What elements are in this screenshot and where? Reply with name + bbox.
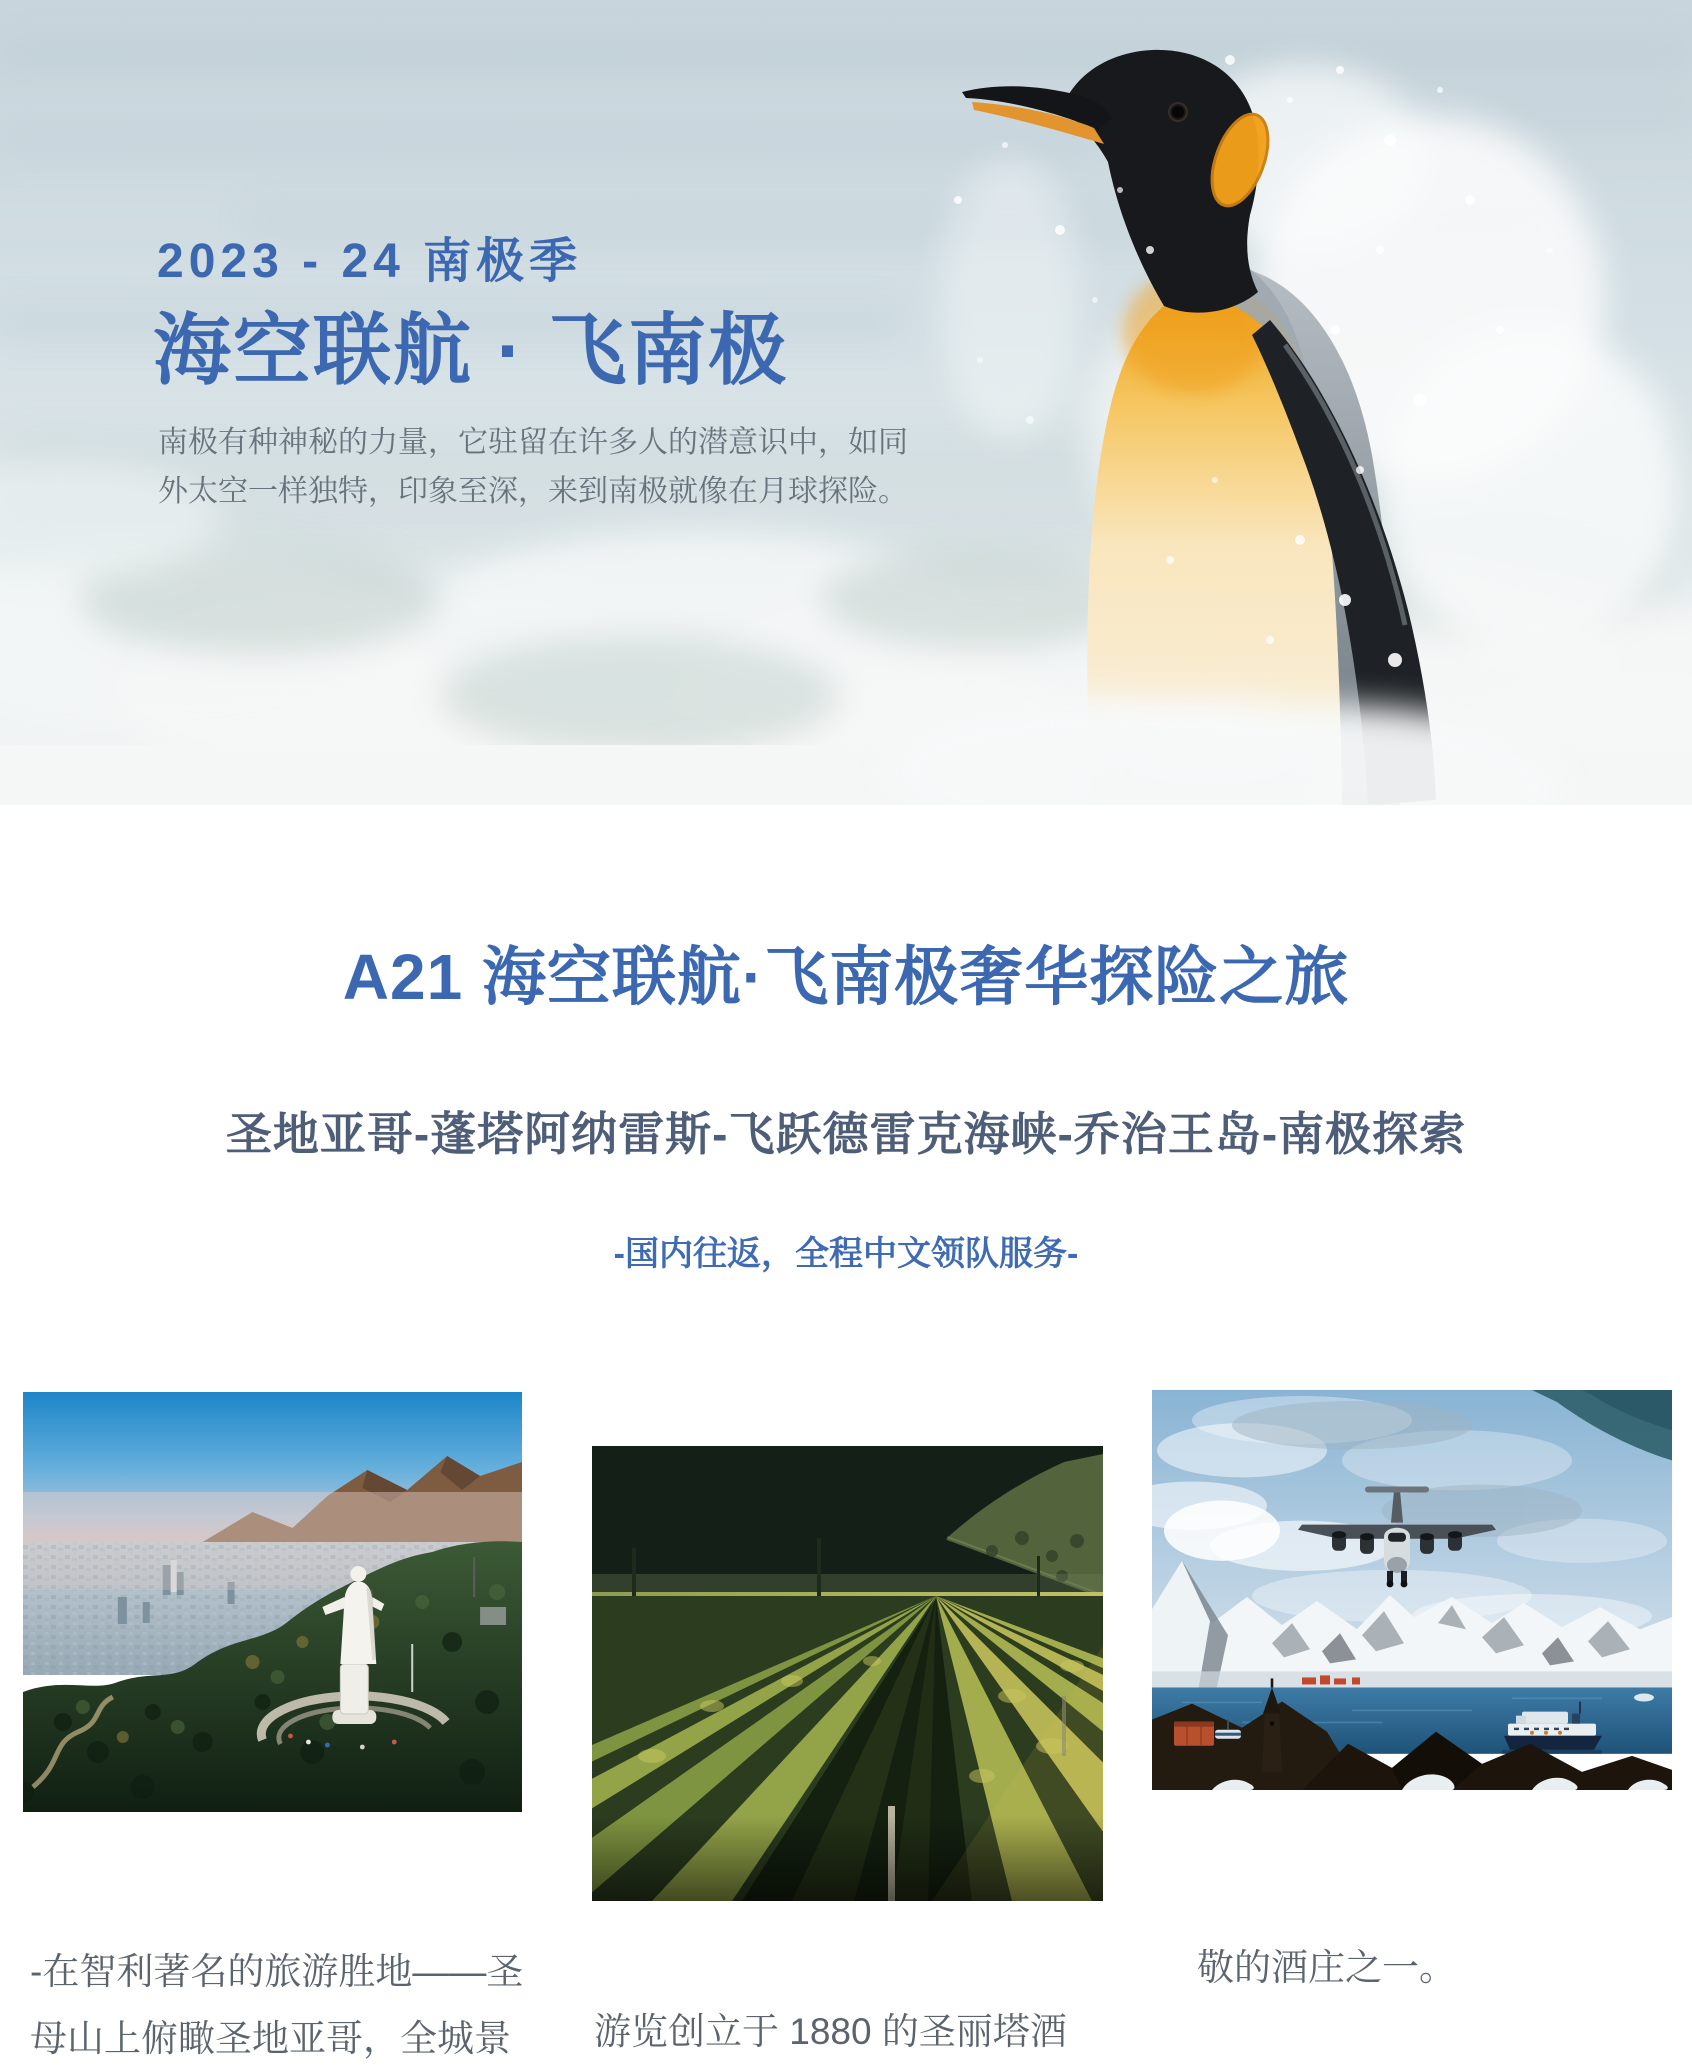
photo-antarctic-plane-landing: [1152, 1390, 1672, 1790]
footer-left-line2: 母山上俯瞰圣地亚哥，全城景: [30, 2018, 511, 2059]
photo-chilean-vineyard-rows: [592, 1446, 1103, 1901]
hero-banner: [0, 0, 1692, 805]
banner-season: 2023 - 24 南极季: [157, 235, 583, 288]
footer-right-line1: 敬的酒庄之一。: [1197, 1947, 1456, 1988]
banner-desc-line2: 外太空一样独特，印象至深，来到南极就像在月球探险。: [158, 475, 908, 508]
footer-middle-line1: 游览创立于 1880 的圣丽塔酒: [594, 2011, 1067, 2052]
banner-desc-line1: 南极有种神秘的力量，它驻留在许多人的潜意识中，如同: [158, 426, 908, 459]
footer-column-left: [30, 1938, 523, 2072]
footer-left-line1: -在智利著名的旅游胜地——圣: [30, 1951, 524, 1992]
footer-column-middle: [594, 1998, 1067, 2065]
tour-title: A21 海空联航·飞南极奢华探险之旅: [342, 941, 1350, 1013]
banner-description: [158, 418, 908, 516]
tour-service-note: -国内往返，全程中文领队服务-: [613, 1235, 1079, 1273]
penguin-sea-photo: [0, 0, 1692, 805]
photo-santiago-virgin-statue-overlook: [23, 1392, 522, 1812]
banner-title: 海空联航 · 飞南极: [153, 306, 789, 394]
tour-route: 圣地亚哥-蓬塔阿纳雷斯-飞跃德雷克海峡-乔治王岛-南极探索: [225, 1108, 1467, 1160]
footer-column-right: [1197, 1934, 1456, 2001]
